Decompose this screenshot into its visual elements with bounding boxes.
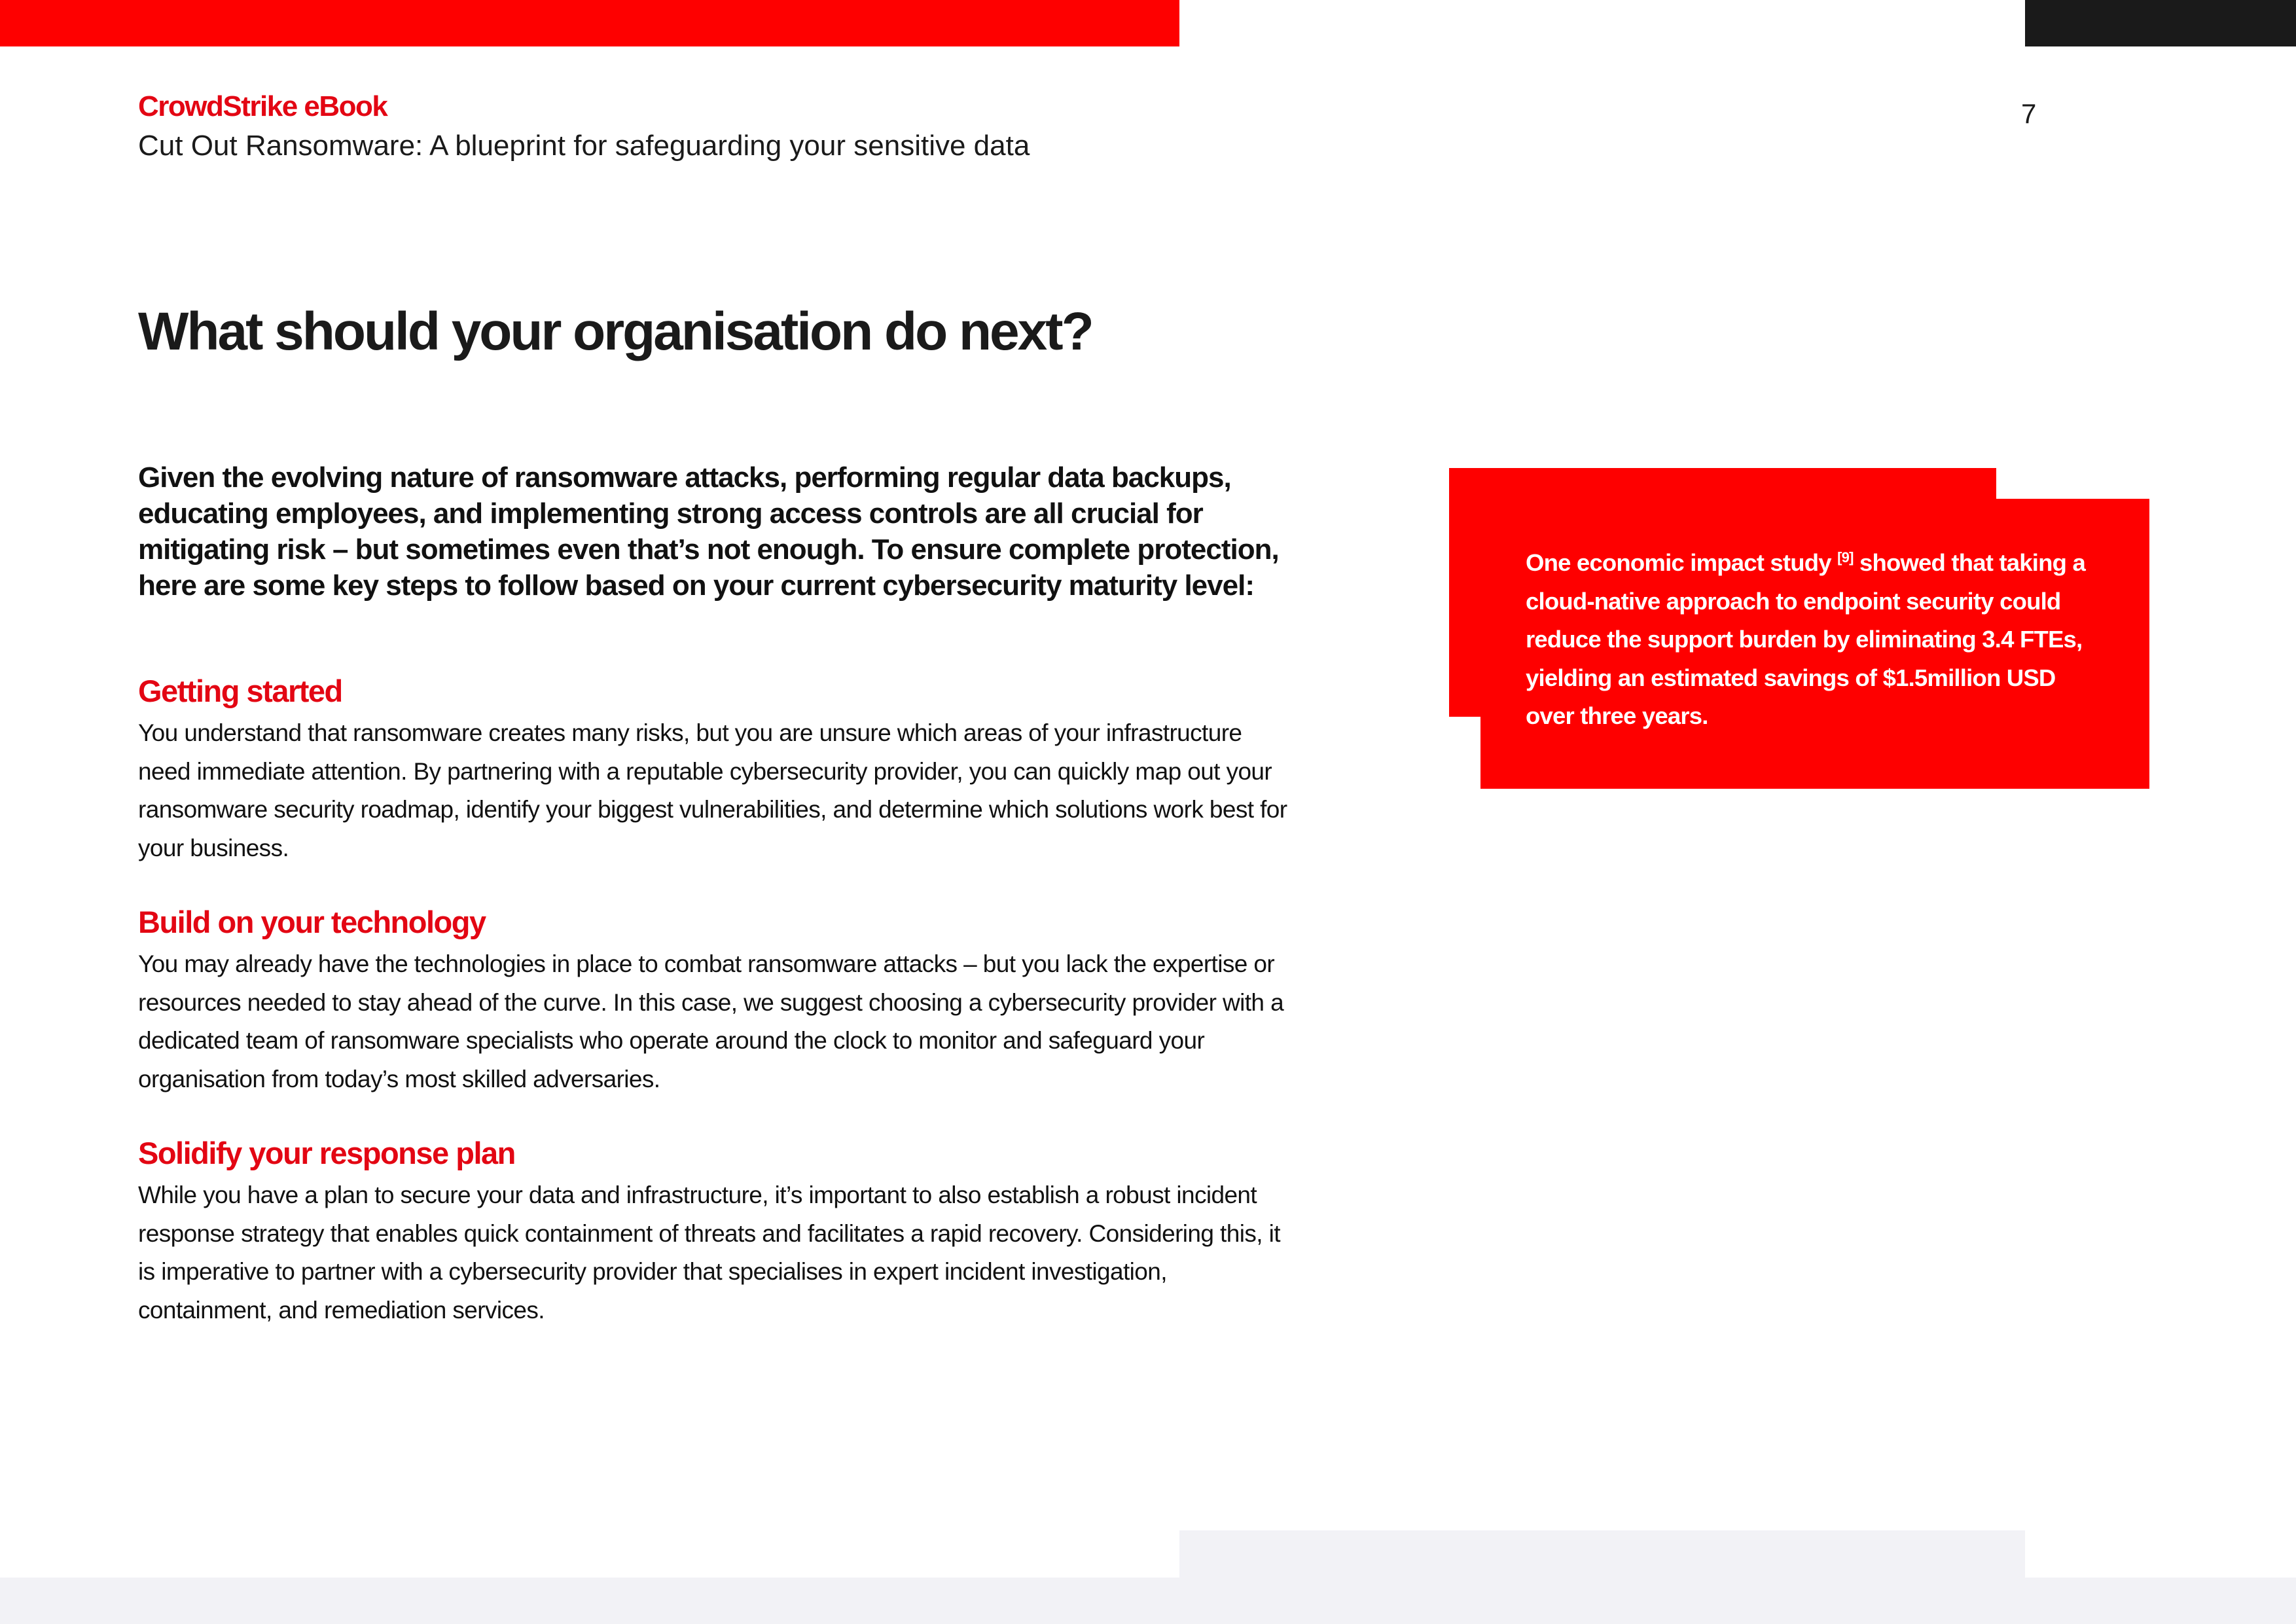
callout-text-before: One economic impact study	[1526, 549, 1838, 576]
page-number: 7	[2021, 98, 2037, 129]
callout-text	[1526, 544, 2095, 736]
brand-label: CrowdStrike eBook	[138, 90, 387, 122]
top-red-bar	[0, 0, 1179, 46]
top-dark-bar	[2025, 0, 2296, 46]
section-heading-getting-started: Getting started	[138, 674, 342, 708]
callout-text-after: showed that taking a cloud-native approach to endpoint security could reduce the support burden by eliminating 3.4 FTEs, yielding an estimated savings of $1.5million USD over three years.	[1526, 549, 2085, 729]
footer-grey-bar	[0, 1578, 2296, 1624]
section-heading-response-plan: Solidify your response plan	[138, 1136, 515, 1170]
document-title: Cut Out Ransomware: A blueprint for safeguarding your sensitive data	[138, 130, 1030, 162]
citation-marker: [9]	[1837, 549, 1854, 566]
section-body-build-on-technology: You may already have the technologies in place to combat ransomware attacks – but you lack the expertise or resources needed to stay ahead of the curve. In this case, we suggest choosing a cybersecurity provider with a dedicated team of ransomware specialists who operate around the clock to monitor and safeguard your organisation from today’s most skilled adversaries.	[138, 950, 1284, 1092]
section-heading-build-on-technology: Build on your technology	[138, 905, 486, 939]
section-body-response-plan: While you have a plan to secure your data and infrastructure, it’s important to also establish a robust incident response strategy that enables quick containment of threats and facilitates a rapid recovery. Considering this, it is imperative to partner with a cybersecurity provider that specialises in expert incident investigation, containment, and remediation services.	[138, 1182, 1280, 1324]
section-body-getting-started: You understand that ransomware creates many risks, but you are unsure which areas of your infrastructure need immediate attention. By partnering with a reputable cybersecurity provider, you can quickly map out your ransomware security roadmap, identify your biggest vulnerabilities, and determine which solutions work best for your business.	[138, 719, 1287, 861]
page-headline: What should your organisation do next?	[138, 302, 1092, 361]
footer-grey-step	[1179, 1530, 2025, 1578]
intro-paragraph: Given the evolving nature of ransomware attacks, performing regular data backups, educating employees, and implementing strong access controls are all crucial for mitigating risk – but sometimes even that’s not enough. To ensure complete protection, here are some key steps to follow based on your current cybersecurity maturity level:	[138, 461, 1279, 602]
